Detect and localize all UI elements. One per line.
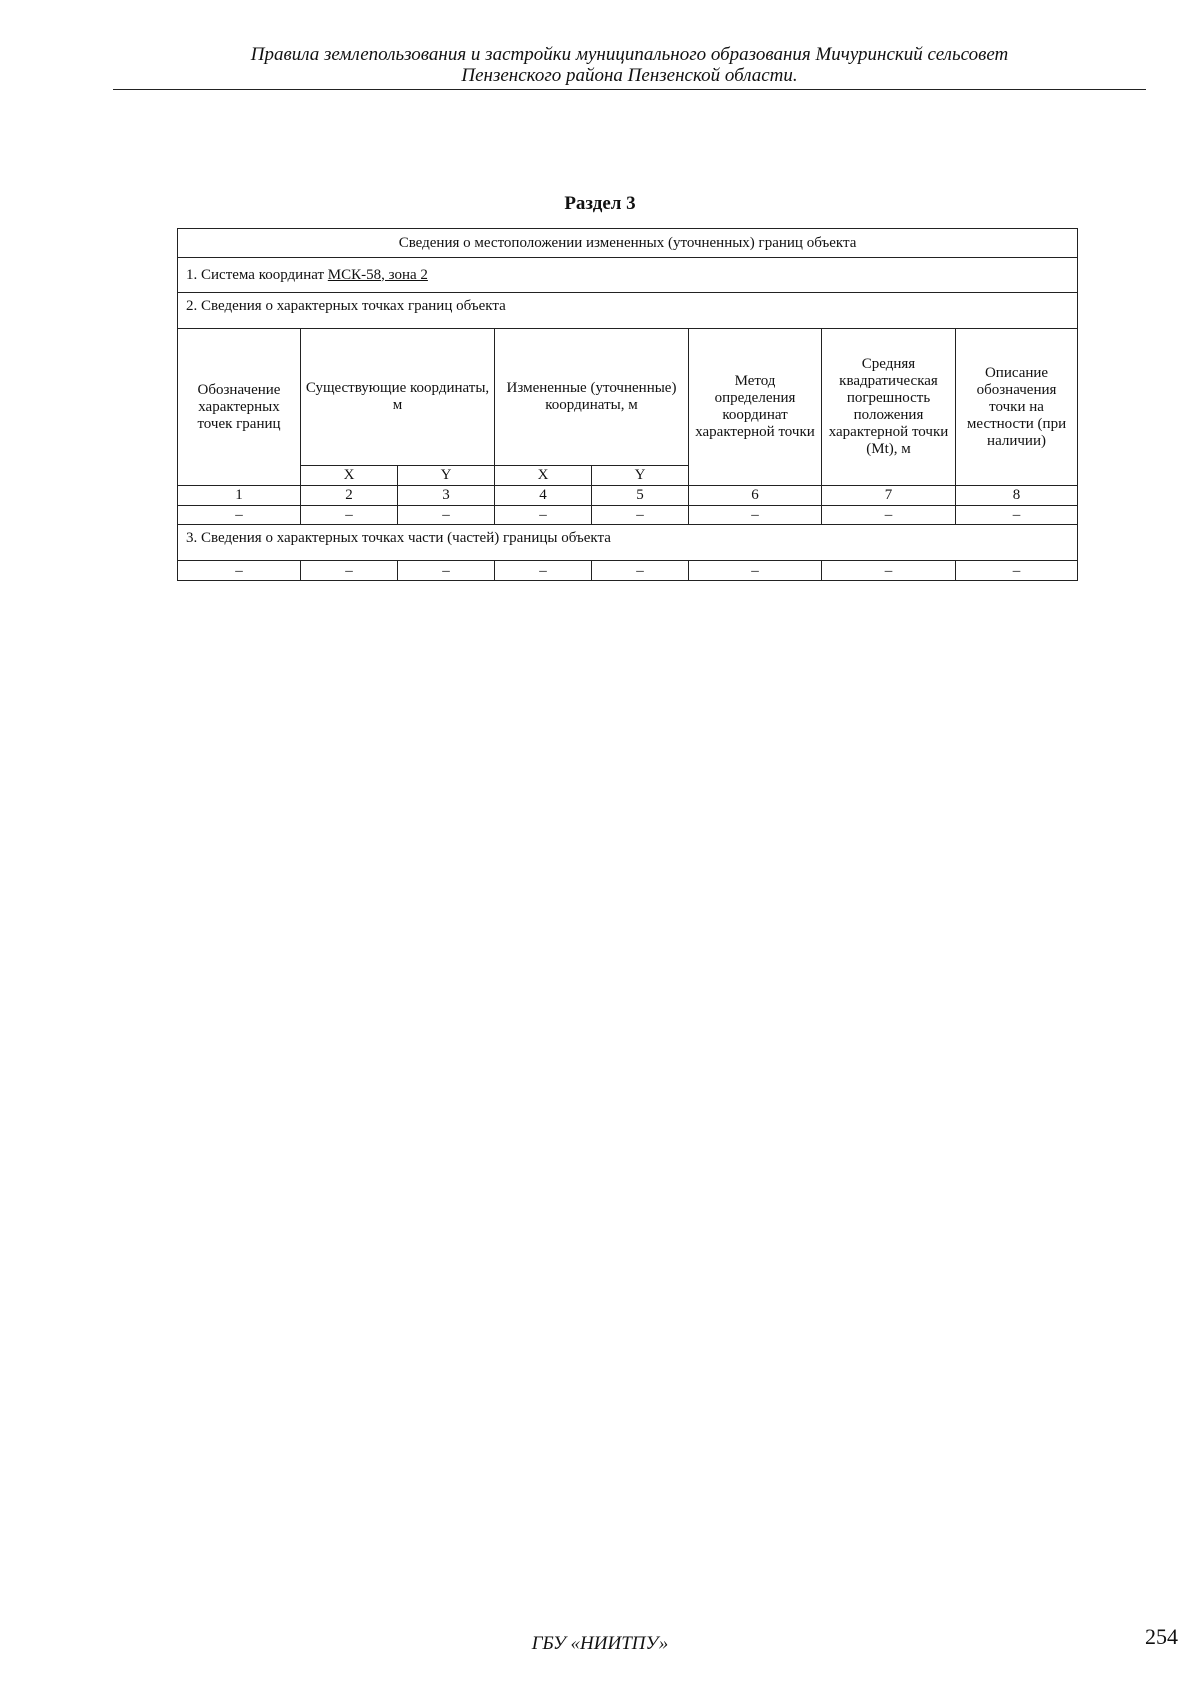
column-number-row	[178, 486, 1078, 506]
subheader-y-existing: Y	[398, 466, 495, 486]
header-point-designation: Обозначение характерных точек границ	[178, 329, 301, 486]
table-cell: –	[822, 506, 956, 525]
column-number: 6	[689, 486, 822, 506]
header-line-1: Правила землепользования и застройки муниципального образования Мичуринский сельсовет	[250, 44, 1009, 65]
table-title-row	[178, 229, 1078, 258]
section2-title: 2. Сведения о характерных точках границ объекта	[178, 293, 1078, 329]
table-cell: –	[398, 561, 495, 581]
column-number: 5	[592, 486, 689, 506]
column-number: 8	[956, 486, 1078, 506]
table-cell: –	[178, 561, 301, 581]
column-number: 7	[822, 486, 956, 506]
boundary-table	[177, 228, 1078, 581]
subheader-x-changed: X	[495, 466, 592, 486]
column-number: 1	[178, 486, 301, 506]
section-title: Раздел 3	[564, 193, 636, 214]
coord-system-cell	[178, 258, 1078, 293]
coord-system-prefix: 1. Система координат	[186, 266, 328, 283]
header-rule	[113, 89, 1146, 90]
header-description: Описание обозначения точки на местности (при наличии)	[956, 329, 1078, 486]
table-cell: –	[822, 561, 956, 581]
header-existing-coords: Существующие координаты, м	[301, 329, 495, 466]
section3-title: 3. Сведения о характерных точках части (частей) границы объекта	[178, 525, 1078, 561]
footer-org: ГБУ «НИИТПУ»	[531, 1633, 669, 1654]
table-cell: –	[956, 506, 1078, 525]
table-cell: –	[689, 506, 822, 525]
page-header	[113, 44, 1146, 86]
column-number: 3	[398, 486, 495, 506]
table-cell: –	[301, 561, 398, 581]
table-cell: –	[592, 506, 689, 525]
table-title: Сведения о местоположении измененных (уточненных) границ объекта	[178, 229, 1078, 258]
table-cell: –	[689, 561, 822, 581]
header-changed-coords: Измененные (уточненные) координаты, м	[495, 329, 689, 466]
table-cell: –	[398, 506, 495, 525]
section2-row	[178, 293, 1078, 329]
table-cell: –	[592, 561, 689, 581]
subheader-x-existing: X	[301, 466, 398, 486]
table-cell: –	[178, 506, 301, 525]
subheader-y-changed: Y	[592, 466, 689, 486]
page-number: 254	[1145, 1624, 1178, 1649]
coord-system-row	[178, 258, 1078, 293]
table-row	[178, 561, 1078, 581]
table-cell: –	[301, 506, 398, 525]
header-method: Метод определения координат характерной точки	[689, 329, 822, 486]
table-header-row	[178, 329, 1078, 466]
section3-row	[178, 525, 1078, 561]
column-number: 4	[495, 486, 592, 506]
table-row	[178, 506, 1078, 525]
column-number: 2	[301, 486, 398, 506]
header-mean-error: Средняя квадратическая погрешность положения характерной точки (Mt), м	[822, 329, 956, 486]
table-cell: –	[495, 561, 592, 581]
header-line-2: Пензенского района Пензенской области.	[461, 65, 798, 86]
table-cell: –	[495, 506, 592, 525]
coord-system-value: МСК-58, зона 2	[327, 266, 428, 283]
table-cell: –	[956, 561, 1078, 581]
